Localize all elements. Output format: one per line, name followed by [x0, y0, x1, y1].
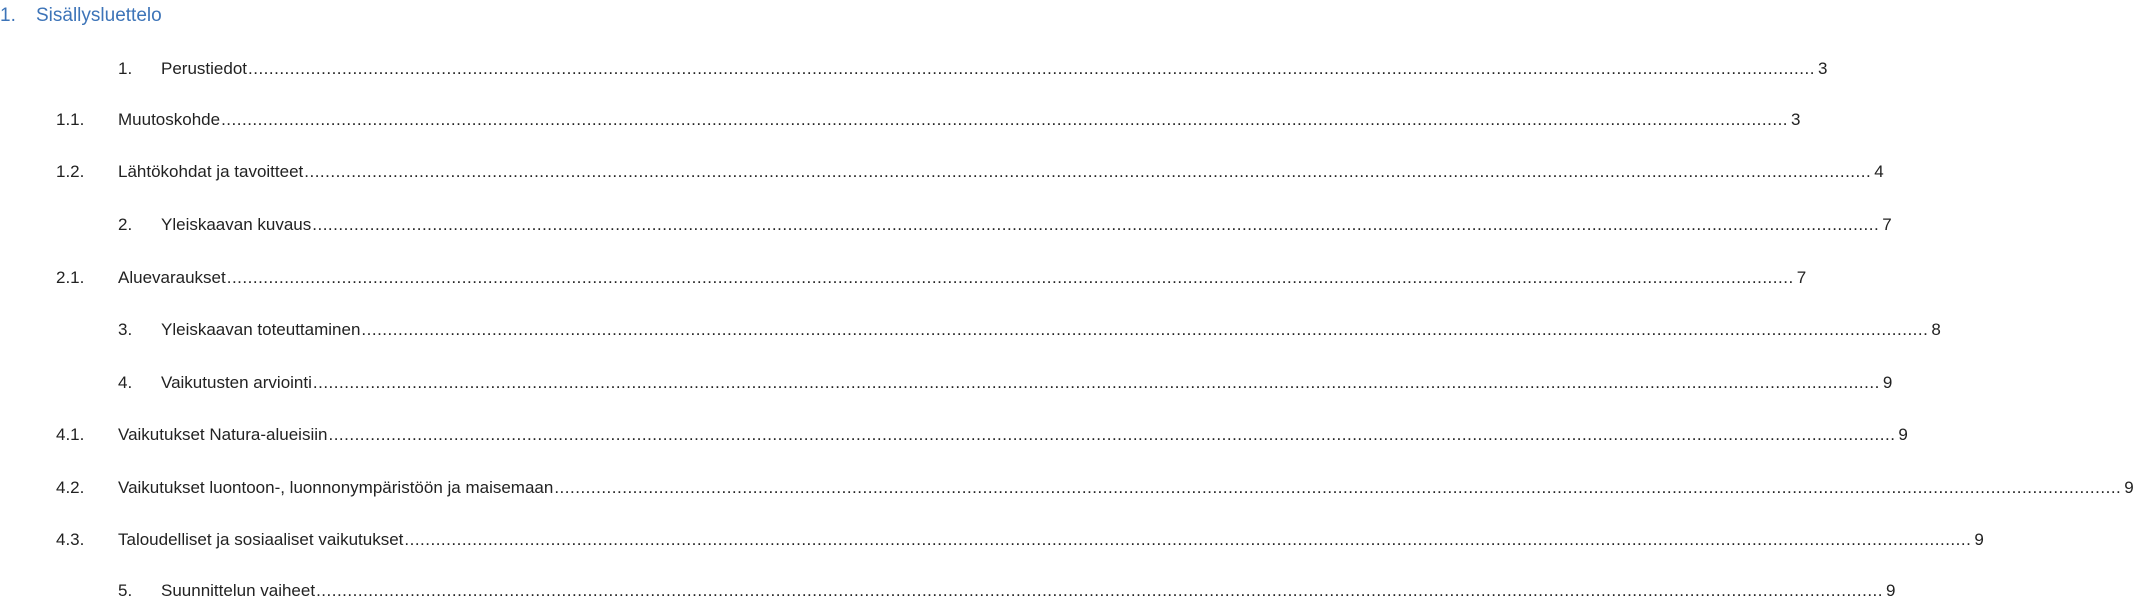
toc-entry-title: Vaikutukset Natura-alueisiin — [118, 425, 328, 444]
toc-entry-page: 4 — [1874, 162, 1884, 181]
toc-entry-number: 2. — [118, 215, 133, 234]
toc-entry-number: 3. — [118, 320, 133, 339]
toc-entry-page: 9 — [1898, 425, 1908, 444]
toc-entry-title: Lähtökohdat ja tavoitteet — [118, 162, 304, 181]
toc-entry[interactable] — [0, 422, 1908, 448]
toc-entry-number: 5. — [118, 581, 133, 600]
toc-entry-page: 8 — [1931, 320, 1941, 339]
toc-entry-number: 4.2. — [56, 478, 85, 497]
toc-entry-number: 1.2. — [56, 162, 85, 181]
toc-entry-page: 9 — [2124, 478, 2134, 497]
toc-entry-title: Aluevaraukset — [118, 268, 226, 287]
toc-entry-page: 9 — [1886, 581, 1896, 600]
toc-leader-dots: ............................................................................................................................................................................................................................................................................................................ — [361, 320, 1929, 339]
toc-entry[interactable] — [0, 527, 1984, 553]
toc-entry-title: Perustiedot — [161, 59, 247, 78]
toc-entry[interactable] — [0, 317, 1941, 343]
toc-entry[interactable] — [0, 159, 1884, 185]
toc-entry-title: Muutoskohde — [118, 110, 221, 129]
toc-leader-dots: ............................................................................................................................................................................................................................................................................................................ — [226, 268, 1794, 287]
toc-entry[interactable] — [0, 107, 1801, 133]
toc-entry-title: Yleiskaavan toteuttaminen — [161, 320, 361, 339]
toc-entry-page: 3 — [1817, 59, 1828, 78]
toc-leader-dots: ............................................................................................................................................................................................................................................................................................................ — [221, 110, 1789, 129]
toc-leader-dots: ............................................................................................................................................................................................................................................................................................................ — [248, 59, 1815, 78]
toc-heading-number: 1. — [0, 5, 16, 26]
toc-entry[interactable] — [0, 212, 1892, 238]
toc-entry-page: 9 — [1974, 530, 1984, 549]
toc-entry-number: 4.3. — [56, 530, 85, 549]
toc-entry-title: Yleiskaavan kuvaus — [161, 215, 312, 234]
toc-entry-title: Taloudelliset ja sosiaaliset vaikutukset — [118, 530, 404, 549]
toc-entry-title: Vaikutusten arviointi — [161, 373, 312, 392]
toc-leader-dots: ............................................................................................................................................................................................................................................................................................................ — [316, 581, 1884, 600]
toc-leader-dots: ............................................................................................................................................................................................................................................................................................................ — [312, 215, 1880, 234]
toc-entry-number: 1. — [118, 59, 133, 78]
toc-entry[interactable] — [0, 578, 1896, 604]
toc-entry-number: 2.1. — [56, 268, 85, 287]
toc-entry[interactable] — [0, 475, 2134, 501]
toc-leader-dots: ............................................................................................................................................................................................................................................................................................................ — [304, 162, 1872, 181]
toc-entry[interactable] — [0, 56, 1828, 82]
toc-entry[interactable] — [0, 370, 1893, 396]
toc-entry-page: 9 — [1882, 373, 1893, 392]
toc-entry-number: 4. — [118, 373, 133, 392]
toc-entry-title: Suunnittelun vaiheet — [161, 581, 316, 600]
toc-entry-number: 1.1. — [56, 110, 85, 129]
toc-entry-number: 4.1. — [56, 425, 85, 444]
toc-leader-dots: ............................................................................................................................................................................................................................................................................................................ — [312, 373, 1880, 392]
toc-entry[interactable] — [0, 265, 1807, 291]
toc-entry-page: 7 — [1796, 268, 1807, 287]
toc-entry-page: 7 — [1882, 215, 1892, 234]
toc-leader-dots: ............................................................................................................................................................................................................................................................................................................ — [554, 478, 2122, 497]
toc-leader-dots: ............................................................................................................................................................................................................................................................................................................ — [328, 425, 1896, 444]
toc-heading-title: Sisällysluettelo — [36, 5, 162, 26]
toc-entry-title: Vaikutukset luontoon-, luonnonympäristöön ja maisemaan — [118, 478, 554, 497]
toc-leader-dots: ............................................................................................................................................................................................................................................................................................................ — [404, 530, 1972, 549]
toc-entry-page: 3 — [1791, 110, 1801, 129]
